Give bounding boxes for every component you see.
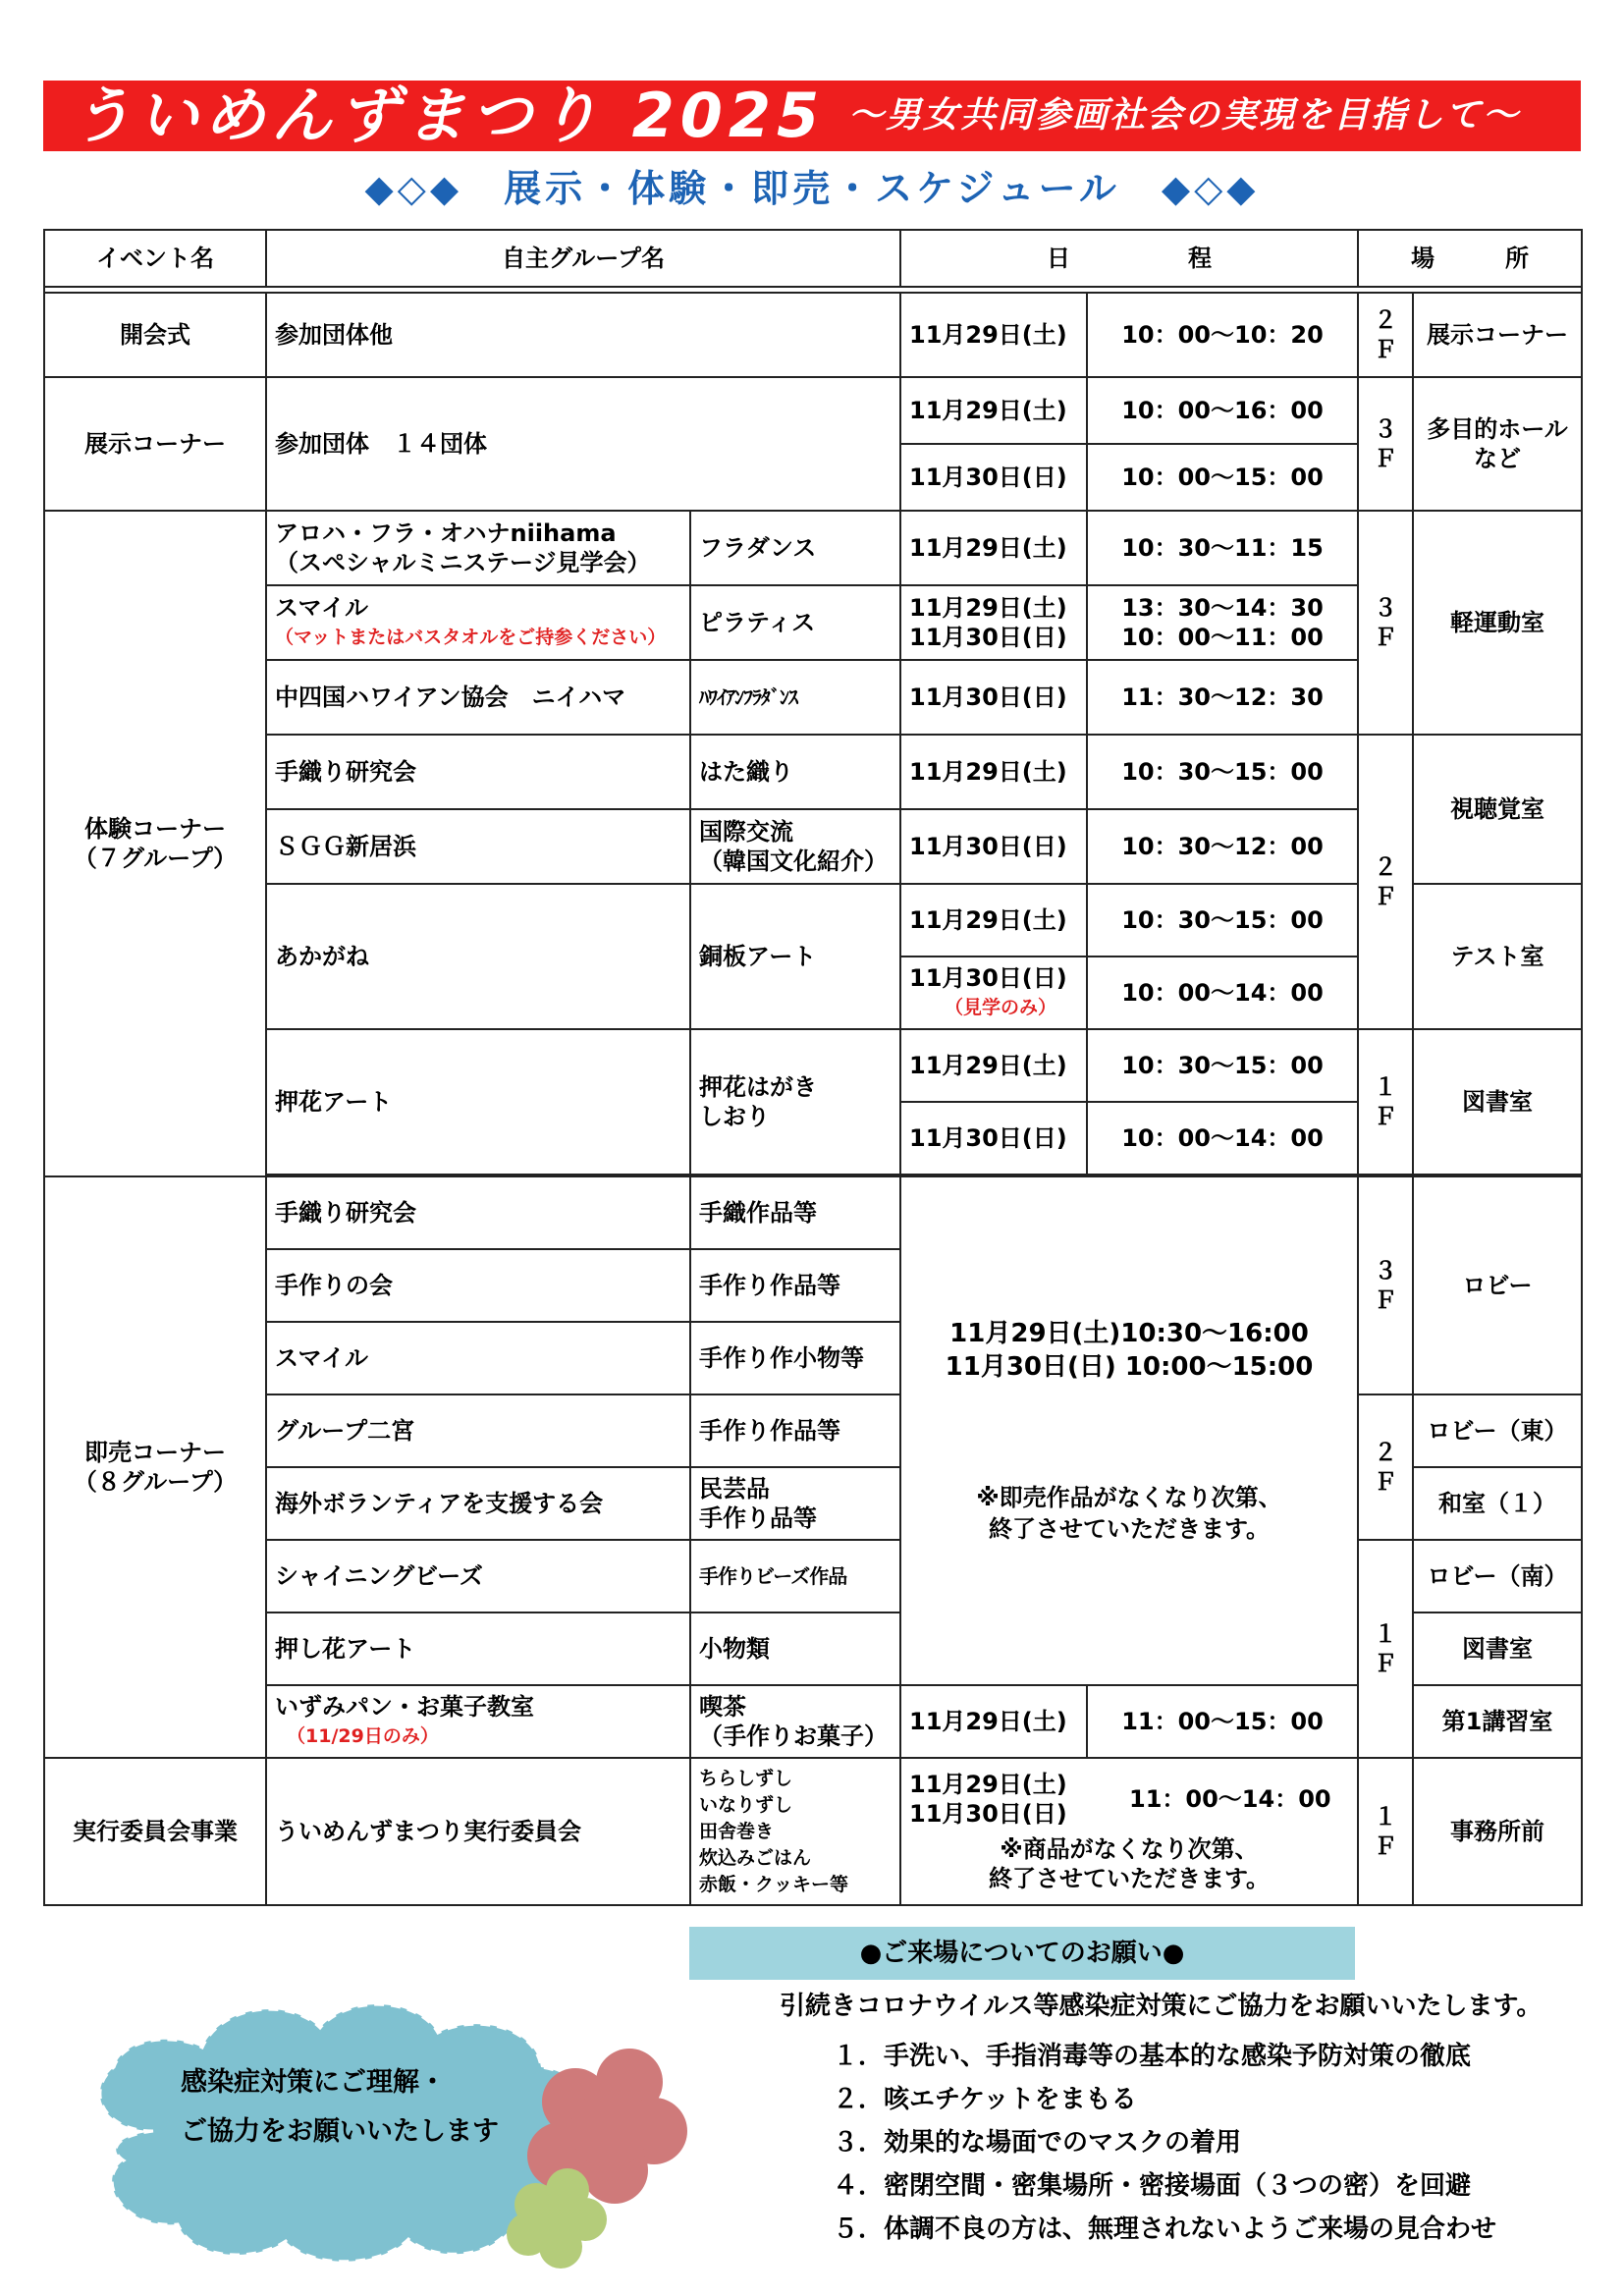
date-cell: 11月30日(日) [900, 809, 1087, 884]
date-cell: 11月30日(日) [900, 660, 1087, 735]
activity-cell: 銅板アート [690, 884, 900, 1029]
place-cell: 和室（１） [1413, 1467, 1582, 1540]
group-cell: 参加団体 １４団体 [266, 377, 900, 511]
group-cell: グループ二宮 [266, 1394, 690, 1467]
time-cell: 10：30～11：15 [1087, 511, 1358, 585]
item-cell: 手作り作品等 [690, 1394, 900, 1467]
place-cell: 軽運動室 [1413, 511, 1582, 735]
date-cell: 11月30日(日) [900, 1102, 1087, 1175]
group-cell: 押花アート [266, 1029, 690, 1175]
date-note: （見学のみ） [945, 997, 1057, 1018]
time-cell: 11：00～15：00 [1087, 1685, 1358, 1758]
group-cell: 手織り研究会 [266, 1176, 690, 1249]
time-cell: 11：30～12：30 [1087, 660, 1358, 735]
header-event: イベント名 [44, 230, 266, 287]
floor-cell: ２Ｆ [1358, 735, 1413, 1029]
item-cell: 手織作品等 [690, 1176, 900, 1249]
schedule-subtitle: ◆◇◆ 展示・体験・即売・スケジュール ◆◇◆ [364, 167, 1260, 210]
group-cell: 参加団体他 [266, 293, 900, 377]
group-cell: アロハ・フラ・オハナniihama （スペシャルミニステージ見学会） [266, 511, 690, 585]
floor-cell: ２Ｆ [1358, 293, 1413, 377]
floor-cell: ３Ｆ [1358, 1176, 1413, 1394]
event-experience: 体験コーナー （７グループ） [44, 511, 266, 1176]
list-item: ４．密閉空間・密集場所・密接場面（３つの密）を回避 [833, 2171, 1472, 2201]
date-cell: 11月29日(土) [900, 735, 1087, 809]
time-cell: 10：00～14：00 [1087, 1102, 1358, 1175]
activity-cell: 押花はがき しおり [690, 1029, 900, 1175]
item-cell: 手作りビーズ作品 [690, 1540, 900, 1613]
committee-time: 11：00～14：00 [1129, 1785, 1331, 1813]
date-cell: 11月29日(土) [900, 511, 1087, 585]
festival-title: ういめんずまつり 2025 [71, 80, 826, 151]
schedule-table [43, 229, 1583, 1906]
table-row [44, 377, 1582, 444]
time-cell: 10：00～15：00 [1087, 444, 1358, 511]
date-cell: 11月29日(土) [900, 377, 1087, 444]
group-name: スマイル [275, 594, 369, 622]
group-cell: スマイル [266, 1322, 690, 1394]
table-row [44, 1758, 1582, 1905]
list-item: ２．咳エチケットをまもる [833, 2085, 1137, 2114]
event-committee: 実行委員会事業 [44, 1758, 266, 1905]
place-cell: 第1講習室 [1413, 1685, 1582, 1758]
title-banner [43, 81, 1581, 151]
header-schedule: 日 程 [900, 230, 1358, 287]
notice-intro: 引続きコロナウイルス等感染症対策にご協力をお願いいたします。 [780, 1992, 1543, 2021]
time-cell: 10：30～15：00 [1087, 1029, 1358, 1102]
table-row [44, 1029, 1582, 1102]
time-cell: 10：30～15：00 [1087, 735, 1358, 809]
table-row [44, 735, 1582, 809]
item-cell: 手作り作品等 [690, 1249, 900, 1322]
group-cell: ういめんずまつり実行委員会 [266, 1758, 690, 1905]
floor-cell: １Ｆ [1358, 1540, 1413, 1758]
cloud-message: 感染症対策にご理解・ ご協力をお願いいたします [181, 2067, 499, 2147]
header-place: 場 所 [1358, 230, 1582, 287]
item-cell: ちらしずし いなりずし 田舎巻き 炊込みごはん 赤飯・クッキー等 [690, 1758, 900, 1905]
date-cell: 11月30日(日) [900, 444, 1087, 511]
sale-schedule-cell [900, 1176, 1358, 1685]
list-item: ３．効果的な場面でのマスクの着用 [833, 2128, 1242, 2158]
place-cell: 図書室 [1413, 1029, 1582, 1175]
time-cell: 10：00～14：00 [1087, 957, 1358, 1029]
place-cell: 図書室 [1413, 1613, 1582, 1685]
event-opening: 開会式 [44, 293, 266, 377]
item-cell: 喫茶 （手作りお菓子） [690, 1685, 900, 1758]
group-cell: 海外ボランティアを支援する会 [266, 1467, 690, 1540]
time-cell: 10：30～12：00 [1087, 809, 1358, 884]
date-cell: 11月29日(土) [900, 1685, 1087, 1758]
floor-cell: ２Ｆ [1358, 1394, 1413, 1540]
list-item: １．手洗い、手指消毒等の基本的な感染予防対策の徹底 [833, 2042, 1472, 2071]
group-cell: 中四国ハワイアン協会 ニイハマ [266, 660, 690, 735]
committee-schedule-cell [900, 1758, 1358, 1905]
sale-schedule-note: ※即売作品がなくなり次第、 終了させていただきます。 [976, 1484, 1282, 1543]
group-note: （マットまたはバスタオルをご持参ください） [275, 627, 667, 648]
notice-heading: ●ご来場についてのお願い● [689, 1927, 1355, 1980]
date-cell: 11月29日(土) 11月30日(日) [900, 585, 1087, 660]
place-cell: ロビー（東） [1413, 1394, 1582, 1467]
activity-cell: フラダンス [690, 511, 900, 585]
place-cell: ロビー（南） [1413, 1540, 1582, 1613]
table-header-row [44, 230, 1582, 287]
date-cell [900, 957, 1087, 1029]
committee-note: ※商品がなくなり次第、 終了させていただきます。 [988, 1835, 1271, 1892]
group-cell: ＳＧＧ新居浜 [266, 809, 690, 884]
activity-cell: はた織り [690, 735, 900, 809]
group-cell: 押し花アート [266, 1613, 690, 1685]
activity-cell: 国際交流 （韓国文化紹介） [690, 809, 900, 884]
date-cell: 11月29日(土) [900, 293, 1087, 377]
group-cell: 手作りの会 [266, 1249, 690, 1322]
activity-cell: ピラティス [690, 585, 900, 660]
place-cell: 視聴覚室 [1413, 735, 1582, 884]
group-cell: あかがね [266, 884, 690, 1029]
group-cell [266, 585, 690, 660]
date-cell: 11月29日(土) [900, 884, 1087, 957]
group-note: （11/29日のみ） [287, 1725, 439, 1747]
date-cell: 11月29日(土) [900, 1029, 1087, 1102]
table-row [44, 660, 1582, 735]
floor-cell: ３Ｆ [1358, 511, 1413, 735]
table-row [44, 1176, 1582, 1249]
place-cell: 事務所前 [1413, 1758, 1582, 1905]
table-row [44, 1685, 1582, 1758]
event-sale: 即売コーナー （８グループ） [44, 1176, 266, 1758]
date-text: 11月30日(日) [909, 964, 1067, 992]
floor-cell: １Ｆ [1358, 1029, 1413, 1175]
table-row [44, 884, 1582, 957]
activity-cell: ﾊﾜｲｱﾝﾌﾗﾀﾞﾝｽ [690, 660, 900, 735]
table-row [44, 585, 1582, 660]
item-cell: 小物類 [690, 1613, 900, 1685]
group-name: いずみパン・お菓子教室 [275, 1693, 534, 1721]
festival-tagline: ～男女共同参画社会の実現を目指して～ [848, 95, 1521, 136]
place-cell: 多目的ホール など [1413, 377, 1582, 511]
notice-list [833, 2035, 1496, 2251]
group-cell [266, 1685, 690, 1758]
item-cell: 手作り作小物等 [690, 1322, 900, 1394]
floor-cell: ３Ｆ [1358, 377, 1413, 511]
item-cell: 民芸品 手作り品等 [690, 1467, 900, 1540]
table-row [44, 293, 1582, 377]
time-cell: 10：30～15：00 [1087, 884, 1358, 957]
place-cell: 展示コーナー [1413, 293, 1582, 377]
table-row [44, 809, 1582, 884]
event-exhibit: 展示コーナー [44, 377, 266, 511]
committee-dates: 11月29日(土) 11月30日(日) [909, 1771, 1067, 1828]
group-cell: 手織り研究会 [266, 735, 690, 809]
sale-schedule: 11月29日(土)10:30～16:00 11月30日(日) 10:00～15:00 [945, 1319, 1314, 1382]
floor-cell: １Ｆ [1358, 1758, 1413, 1905]
list-item: ５．体調不良の方は、無理されないようご来場の見合わせ [833, 2214, 1497, 2244]
place-cell: ロビー [1413, 1176, 1582, 1394]
group-cell: シャイニングビーズ [266, 1540, 690, 1613]
header-group: 自主グループ名 [266, 230, 900, 287]
time-cell: 13：30～14：30 10：00～11：00 [1087, 585, 1358, 660]
time-cell: 10：00～10：20 [1087, 293, 1358, 377]
time-cell: 10：00～16：00 [1087, 377, 1358, 444]
place-cell: テスト室 [1413, 884, 1582, 1029]
table-row [44, 511, 1582, 585]
